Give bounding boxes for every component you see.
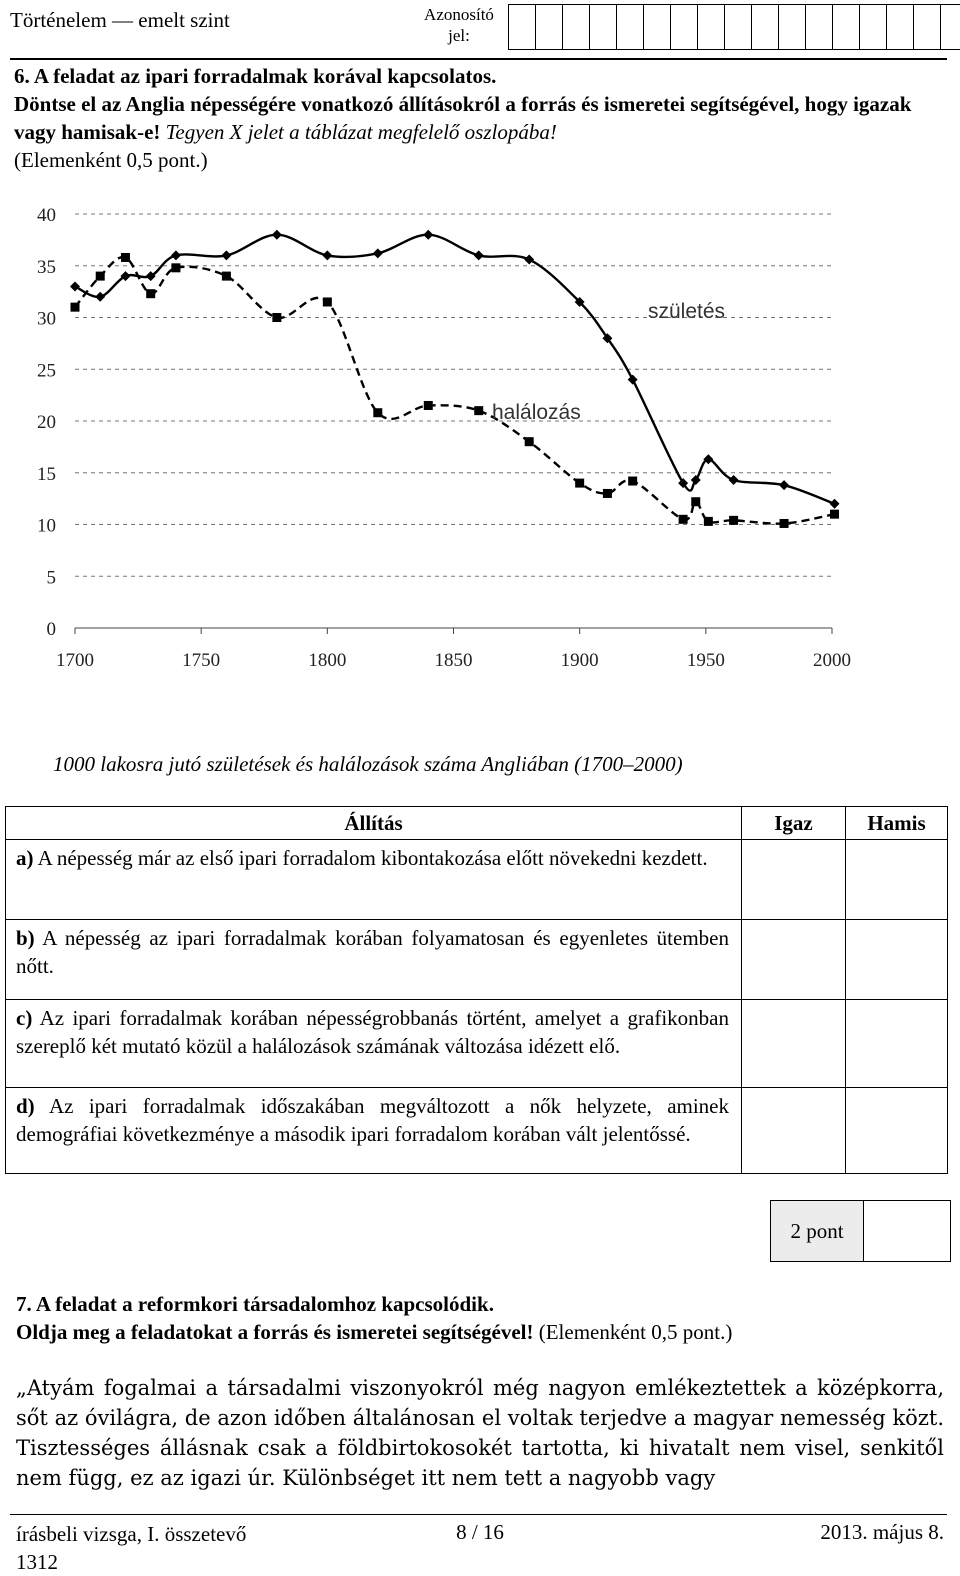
y-tick-label: 40 bbox=[37, 205, 56, 226]
header-false: Hamis bbox=[846, 807, 948, 840]
answer-false-cell[interactable] bbox=[846, 1000, 948, 1088]
answer-false-cell[interactable] bbox=[846, 1088, 948, 1174]
footer-divider bbox=[10, 1514, 947, 1515]
data-point-death bbox=[323, 297, 332, 306]
id-box[interactable] bbox=[724, 4, 752, 50]
footer-exam-part: írásbeli vizsga, I. összetevő bbox=[16, 1522, 247, 1546]
data-point-death bbox=[121, 253, 130, 262]
id-box[interactable] bbox=[859, 4, 887, 50]
task6-instruction-italic: Tegyen X jelet a táblázat megfelelő oszlopába! bbox=[165, 120, 557, 144]
header-divider bbox=[10, 58, 947, 60]
id-box[interactable] bbox=[589, 4, 617, 50]
data-point-death bbox=[272, 313, 281, 322]
answer-false-cell[interactable] bbox=[846, 920, 948, 1000]
statement-letter: a) bbox=[16, 846, 34, 870]
statement-text: Az ipari forradalmak korában népességrobbanás történt, amelyet a grafikonban szereplő két mutató közül a halálozások számának változása idézett elő. bbox=[16, 1006, 729, 1058]
id-box[interactable] bbox=[643, 4, 671, 50]
data-point-death bbox=[474, 406, 483, 415]
id-box[interactable] bbox=[832, 4, 860, 50]
id-box[interactable] bbox=[670, 4, 698, 50]
data-point-death bbox=[525, 437, 534, 446]
y-tick-label: 0 bbox=[46, 619, 56, 640]
data-point-death bbox=[780, 519, 789, 528]
data-point-death bbox=[222, 272, 231, 281]
statement-c bbox=[6, 1000, 741, 1060]
table-row bbox=[6, 1088, 948, 1174]
data-point-death bbox=[171, 263, 180, 272]
exam-subject: Történelem — emelt szint bbox=[10, 8, 230, 32]
id-box[interactable] bbox=[778, 4, 806, 50]
y-tick-label: 10 bbox=[37, 515, 56, 537]
data-point-birth bbox=[691, 475, 701, 485]
y-tick-label: 35 bbox=[37, 256, 56, 278]
task7-intro bbox=[16, 1290, 946, 1346]
data-point-birth bbox=[830, 499, 840, 509]
data-point-death bbox=[373, 408, 382, 417]
data-point-birth bbox=[628, 375, 638, 385]
id-box[interactable] bbox=[940, 4, 960, 50]
statement-letter: b) bbox=[16, 926, 35, 950]
id-boxes bbox=[509, 4, 960, 50]
id-box[interactable] bbox=[535, 4, 563, 50]
data-point-birth bbox=[171, 250, 181, 260]
y-tick-label: 20 bbox=[37, 412, 56, 433]
id-box[interactable] bbox=[913, 4, 941, 50]
x-tick-label: 1700 bbox=[56, 650, 94, 671]
answer-true-cell[interactable] bbox=[742, 840, 846, 920]
score-label: 2 pont bbox=[771, 1201, 864, 1262]
series-label-births: születés bbox=[648, 300, 726, 323]
statement-text: Az ipari forradalmak időszakában megváltozott a nők helyzete, aminek demográfiai következménye a második ipari forradalom korában vált jelentőssé. bbox=[16, 1094, 729, 1146]
y-tick-label: 25 bbox=[37, 360, 56, 382]
data-point-death bbox=[96, 272, 105, 281]
task6-intro bbox=[14, 62, 954, 174]
footer-page-number: 8 / 16 bbox=[456, 1520, 504, 1544]
chart-caption: 1000 lakosra jutó születések és halálozások száma Angliában (1700–2000) bbox=[53, 752, 683, 776]
footer-code: 1312 bbox=[16, 1550, 58, 1574]
data-point-death bbox=[830, 510, 839, 519]
source-quote: „Atyám fogalmai a társadalmi viszonyokról még nagyon emlékeztettek a középkorra, sőt az óvilágra, de azon időben általánosan el voltak terjedve a magyar nemesség közt. Tisztességes állásnak csak a földbirtokosokét tartotta, ki hivatalt nem visel, senkitől nem függ, ez az igazi úr. Különbséget itt nem tett a nagyobb vagy bbox=[16, 1376, 944, 1490]
id-box[interactable] bbox=[751, 4, 779, 50]
data-point-birth bbox=[272, 230, 282, 240]
series-label-deaths: halálozás bbox=[492, 401, 581, 424]
x-tick-label: 1800 bbox=[308, 650, 347, 671]
statement-letter: c) bbox=[16, 1006, 33, 1030]
answer-false-cell[interactable] bbox=[846, 840, 948, 920]
id-box[interactable] bbox=[805, 4, 833, 50]
data-point-death bbox=[704, 517, 713, 526]
id-box[interactable] bbox=[886, 4, 914, 50]
statement-letter: d) bbox=[16, 1094, 35, 1118]
task7-title: 7. A feladat a reformkori társadalomhoz kapcsolódik. bbox=[16, 1292, 494, 1316]
data-point-death bbox=[679, 515, 688, 524]
statement-a bbox=[6, 840, 741, 872]
statement-b bbox=[6, 920, 741, 980]
data-point-death bbox=[691, 497, 700, 506]
x-tick-label: 1750 bbox=[182, 650, 221, 671]
data-point-birth bbox=[524, 255, 534, 265]
statement-text: A népesség már az első ipari forradalom kibontakozása előtt növekedni kezdett. bbox=[37, 846, 708, 870]
task6-title: 6. A feladat az ipari forradalmak korával kapcsolatos. bbox=[14, 64, 497, 88]
y-tick-label: 15 bbox=[37, 463, 56, 485]
data-point-birth bbox=[729, 475, 739, 485]
header-true: Igaz bbox=[742, 807, 846, 840]
answer-true-cell[interactable] bbox=[742, 920, 846, 1000]
id-box[interactable] bbox=[562, 4, 590, 50]
data-point-death bbox=[146, 289, 155, 298]
data-point-birth bbox=[779, 480, 789, 490]
data-point-birth bbox=[221, 250, 231, 260]
task6-points-note: (Elemenként 0,5 pont.) bbox=[14, 148, 208, 172]
y-tick-label: 30 bbox=[37, 308, 56, 330]
id-box[interactable] bbox=[616, 4, 644, 50]
statement-d bbox=[6, 1088, 741, 1148]
data-point-death bbox=[603, 489, 612, 498]
task6-instruction: Döntse el az Anglia népességére vonatkozó állításokról a forrás és ismeretei segítségével, hogy igazak vagy hamisak-e! bbox=[14, 92, 912, 144]
table-row bbox=[6, 840, 948, 920]
x-tick-label: 1850 bbox=[434, 650, 473, 671]
id-label: Azonosító jel: bbox=[424, 5, 494, 45]
data-point-birth bbox=[95, 292, 105, 302]
header-statement: Állítás bbox=[6, 807, 742, 840]
statement-table bbox=[5, 806, 948, 1174]
data-point-death bbox=[424, 401, 433, 410]
id-box[interactable] bbox=[508, 4, 536, 50]
y-tick-label: 5 bbox=[46, 567, 56, 589]
task7-points-note: (Elemenként 0,5 pont.) bbox=[538, 1320, 733, 1344]
data-point-birth bbox=[423, 230, 433, 240]
table-row bbox=[6, 920, 948, 1000]
table-row bbox=[6, 1000, 948, 1088]
data-point-death bbox=[729, 516, 738, 525]
id-box[interactable] bbox=[697, 4, 725, 50]
data-point-death bbox=[71, 303, 80, 312]
statement-text: A népesség az ipari forradalmak korában folyamatosan és egyenletes ütemben nőtt. bbox=[16, 926, 729, 978]
data-point-birth bbox=[70, 281, 80, 291]
answer-true-cell[interactable] bbox=[742, 1000, 846, 1088]
x-tick-label: 1900 bbox=[560, 650, 599, 671]
x-tick-label: 2000 bbox=[813, 650, 851, 671]
data-point-birth bbox=[474, 250, 484, 260]
task7-instruction: Oldja meg a feladatokat a forrás és ismeretei segítségével! bbox=[16, 1320, 534, 1344]
score-input[interactable] bbox=[864, 1201, 951, 1262]
x-tick-label: 1950 bbox=[686, 650, 725, 671]
data-point-death bbox=[628, 477, 637, 486]
data-point-birth bbox=[373, 248, 383, 258]
score-box bbox=[770, 1200, 951, 1262]
population-chart bbox=[0, 190, 960, 710]
data-point-death bbox=[575, 479, 584, 488]
table-header-row bbox=[6, 807, 948, 840]
series-line-deaths bbox=[75, 257, 835, 524]
answer-true-cell[interactable] bbox=[742, 1088, 846, 1174]
data-point-birth bbox=[322, 250, 332, 260]
footer-date: 2013. május 8. bbox=[820, 1520, 944, 1544]
